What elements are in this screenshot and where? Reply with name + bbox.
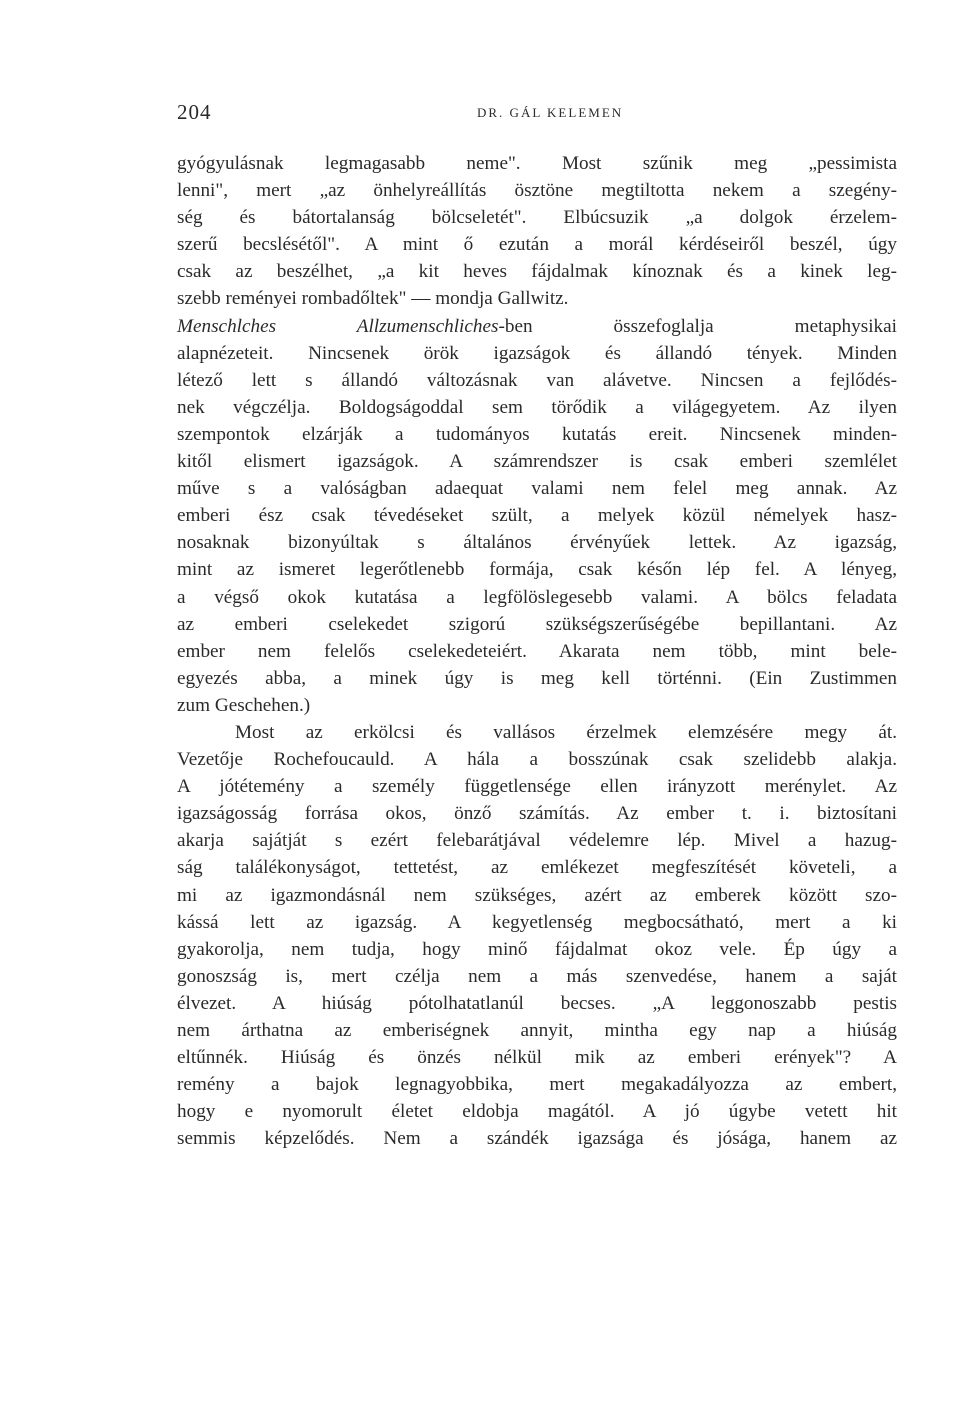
text-line <box>177 692 897 719</box>
line-text: eltűnnék. Hiúság és önzés nélkül mik az emberi erények"? A <box>177 1047 897 1069</box>
text-line <box>177 746 897 773</box>
line-text: igazságosság forrása okos, önző számítás. Az ember t. i. biztosítani <box>177 803 897 825</box>
text-line <box>177 1017 897 1044</box>
line-text: zum Geschehen.) <box>177 694 311 716</box>
italic-title: Menschlches Allzumenschliches <box>177 315 499 337</box>
line-text: gyógyulásnak legmagasabb neme". Most szűnik meg „pessimista <box>177 153 897 174</box>
line-text: egyezés abba, a minek úgy is meg kell történni. (Ein Zustimmen <box>177 667 897 689</box>
text-line <box>177 340 897 367</box>
line-text: mint az ismeret legerőtlenebb formája, csak későn lép fel. A lényeg, <box>177 559 897 581</box>
text-line <box>177 827 897 854</box>
line-text: az emberi cselekedet szigorú szükségszerűségébe bepillantani. Az <box>177 613 897 635</box>
text-line <box>177 448 897 475</box>
text-line <box>177 936 897 963</box>
running-head <box>177 100 897 130</box>
text-line <box>177 1071 897 1098</box>
text-line <box>177 990 897 1017</box>
line-text: csak az beszélhet, „a kit heves fájdalmak kínoznak és a kinek leg- <box>177 261 897 283</box>
line-text: létező lett s állandó változásnak van alávetve. Nincsen a fejlődés- <box>177 369 897 391</box>
text-line <box>177 421 897 448</box>
line-text: szebb reményei rombadőltek" — mondja Gallwitz. <box>177 288 569 310</box>
line-text: élvezet. A hiúság pótolhatatlanúl becses. „A leggonoszabb pestis <box>177 992 897 1014</box>
running-title: DR. GÁL KELEMEN <box>477 105 624 120</box>
text-line <box>177 475 897 502</box>
line-text: ság találékonyságot, tettetést, az emlékezet megfeszítését követeli, a <box>177 857 897 879</box>
text-line <box>177 150 897 177</box>
line-text: szerű becslésétől". A mint ő ezután a morál kérdéseiről beszél, úgy <box>177 234 897 256</box>
text-line <box>177 204 897 231</box>
text-line <box>177 1125 897 1152</box>
text-line <box>177 719 897 746</box>
page-number: 204 <box>177 100 212 124</box>
line-text: a végső okok kutatása a legfölöslegesebb valami. A bölcs feladata <box>177 586 897 608</box>
line-text: akarja sajátját s ezért felebarátjával védelemre lép. Mivel a hazug- <box>177 830 897 852</box>
line-text: lenni", mert „az önhelyreállítás ösztöne megtiltotta nekem a szegény- <box>177 180 897 202</box>
line-text: mi az igazmondásnál nem szükséges, azért az emberek között szo- <box>177 884 897 906</box>
line-text: Vezetője Rochefoucauld. A hála a bosszúnak csak szelidebb alakja. <box>177 749 897 771</box>
line-text: kássá lett az igazság. A kegyetlenség megbocsátható, mert a ki <box>177 911 897 933</box>
text-line <box>177 285 897 312</box>
text-line <box>177 502 897 529</box>
line-text: ember nem felelős cselekedeteiért. Akarata nem több, mint bele- <box>177 640 897 662</box>
book-page <box>177 100 897 1152</box>
text-line <box>177 231 897 258</box>
line-text: műve s a valóságban adaequat valami nem felel meg annak. Az <box>177 478 897 500</box>
line-text: hogy e nyomorult életet eldobja magától. A jó úgybe vetett hit <box>177 1101 897 1123</box>
text-line <box>177 854 897 881</box>
line-text: -ben összefoglalja metaphysikai <box>498 315 897 337</box>
body-text <box>177 150 897 1152</box>
line-text: nek végczélja. Boldogságoddal sem törődik a világegyetem. Az ilyen <box>177 396 897 418</box>
text-line <box>177 638 897 665</box>
text-line <box>177 556 897 583</box>
text-line <box>177 665 897 692</box>
line-text: kitől elismert igazságok. A számrendszer is csak emberi szemlélet <box>177 451 897 473</box>
line-text: nosaknak bizonyúltak s általános érvényűek lettek. Az igazság, <box>177 532 897 554</box>
text-line <box>177 1044 897 1071</box>
text-line <box>177 963 897 990</box>
line-text: semmis képzelődés. Nem a szándék igazsága és jósága, hanem az <box>177 1128 897 1150</box>
text-line <box>177 258 897 285</box>
line-text: ség és bátortalanság bölcseletét". Elbúcsuzik „a dolgok érzelem- <box>177 207 897 229</box>
line-text: gonoszság is, mert czélja nem a más szenvedése, hanem a saját <box>177 965 897 987</box>
text-line <box>177 529 897 556</box>
text-line <box>177 313 897 340</box>
text-line <box>177 800 897 827</box>
text-line <box>177 909 897 936</box>
text-line <box>177 1098 897 1125</box>
line-text: A jótétemény a személy függetlensége ellen irányzott merénylet. Az <box>177 776 897 798</box>
text-line <box>177 177 897 204</box>
text-line <box>177 611 897 638</box>
line-text: emberi ész csak tévedéseket szült, a melyek közül némelyek hasz- <box>177 505 897 527</box>
text-line <box>177 882 897 909</box>
line-text: alapnézeteit. Nincsenek örök igazságok és állandó tények. Minden <box>177 342 897 364</box>
text-line <box>177 773 897 800</box>
line-text: nem árthatna az emberiségnek annyit, mintha egy nap a hiúság <box>177 1020 897 1041</box>
line-text: Most az erkölcsi és vallásos érzelmek elemzésére megy át. <box>235 721 897 743</box>
line-text: remény a bajok legnagyobbika, mert megakadályozza az embert, <box>177 1074 897 1096</box>
line-text: gyakorolja, nem tudja, hogy minő fájdalmat okoz vele. Ép úgy a <box>177 938 897 960</box>
line-text: szempontok elzárják a tudományos kutatás ereit. Nincsenek minden- <box>177 423 897 445</box>
text-line <box>177 584 897 611</box>
text-line <box>177 394 897 421</box>
text-line <box>177 367 897 394</box>
